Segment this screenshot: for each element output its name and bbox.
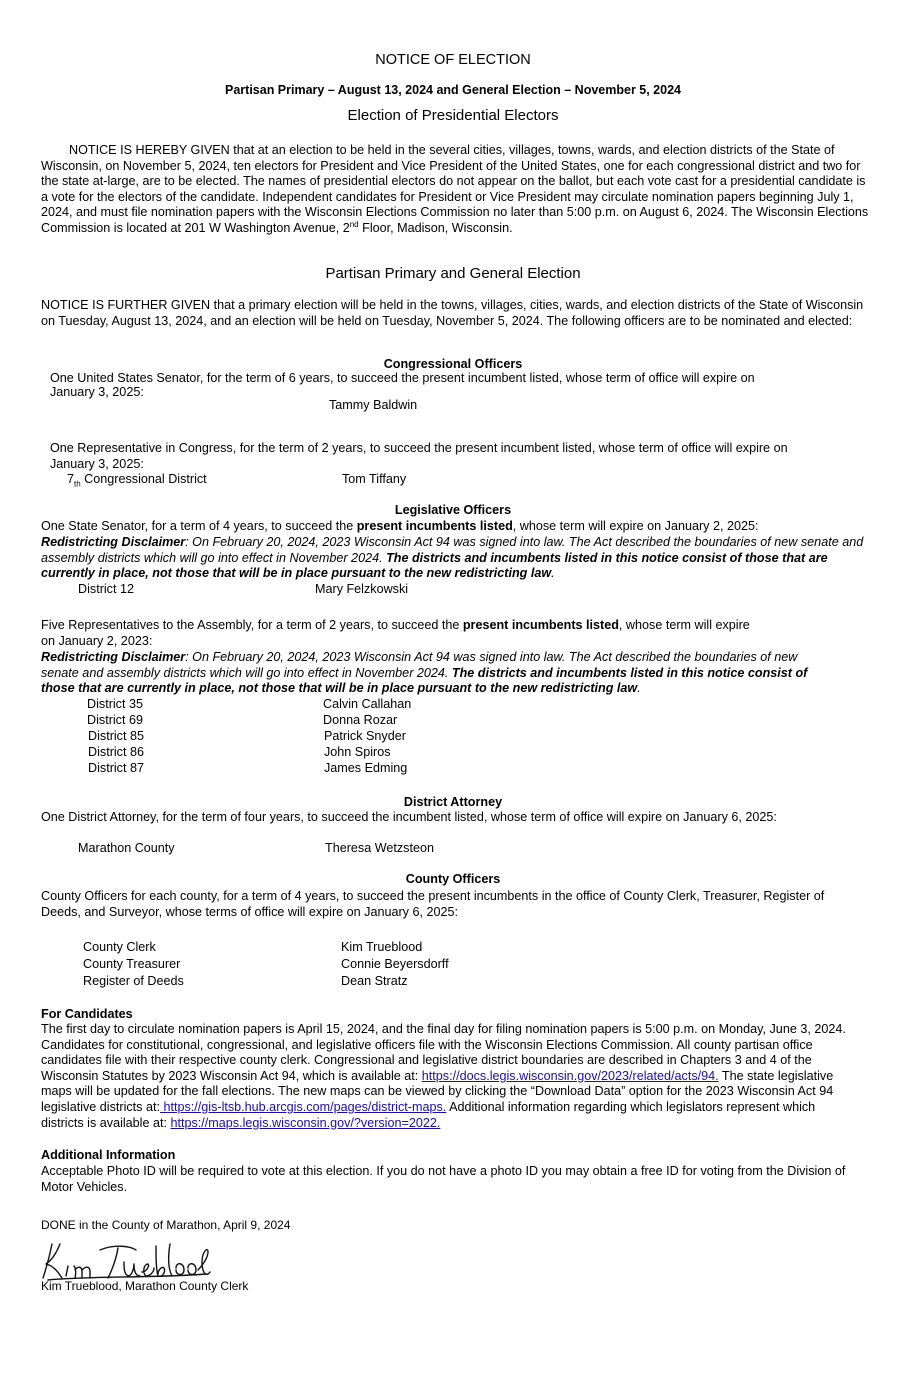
disclaimer-label: Redistricting Disclaimer — [41, 650, 186, 664]
redistricting-disclaimer-1 — [41, 535, 869, 582]
disclaimer-label: Redistricting Disclaimer — [41, 535, 186, 549]
congressional-heading: Congressional Officers — [383, 357, 523, 371]
da-name: Theresa Wetzsteon — [325, 841, 434, 855]
legis-maps-link[interactable]: https://maps.legis.wisconsin.gov/?version=2022. — [170, 1115, 441, 1130]
district-attorney-text: One District Attorney, for the term of four years, to succeed the incumbent listed, whose term of office will expire on January 6, 2025: — [41, 810, 777, 824]
disclaimer-bold: The districts and incumbents listed in this notice consist of those that are currently in place, not those that will be in place pursuant to the new redistricting law — [41, 665, 808, 696]
assembly-district: District 86 — [88, 745, 144, 759]
rep-name: Tom Tiffany — [342, 472, 407, 486]
rep-line2: January 3, 2025: — [50, 457, 144, 471]
disclaimer-bold: The districts and incumbents listed in this notice consist of those that are currently in place, not those that will be in place pursuant to the new redistricting law — [41, 550, 828, 581]
candidates-text-1: The first day to circulate nomination papers is April 15, 2024, and the final day for filing nomination papers is 5:00 p.m. on Monday, June 3, 2024. Candidates for constitutional, congressional, and legislative officers file with the Wisconsin Elections Commission. All county partisan office candidates file with their respective county clerk. Congressional and legislative district boundaries are described in Chapters 3 and 4 of the Wisconsin Statutes by 2023 Wisconsin Act 94, which is available at: — [41, 1022, 846, 1083]
senate-pre: One State Senator, for a term of 4 years, to succeed the — [41, 519, 357, 533]
county-officer-name: Dean Stratz — [341, 974, 408, 988]
candidates-text-2: The state legislative maps will be updated for the fall elections. The new maps can be viewed by clicking the “Download Data” option for the 2023 Wisconsin Act 94 legislative districts at: — [41, 1068, 834, 1114]
assembly-district: District 87 — [88, 761, 144, 775]
acts-link[interactable]: https://docs.legis.wisconsin.gov/2023/related/acts/94. — [421, 1068, 719, 1083]
senator-line2: January 3, 2025: — [50, 385, 144, 399]
assembly-pre: Five Representatives to the Assembly, for a term of 2 years, to succeed the — [41, 618, 463, 632]
district-label: Congressional District — [80, 472, 207, 486]
assembly-name: Donna Rozar — [323, 713, 398, 727]
notice-title: NOTICE OF ELECTION — [375, 52, 531, 68]
electors-text-end: Floor, Madison, Wisconsin. — [358, 220, 513, 235]
signer-line: Kim Trueblood, Marathon County Clerk — [41, 1279, 249, 1293]
district-attorney-heading: District Attorney — [403, 795, 503, 809]
additional-info-text: Acceptable Photo ID will be required to vote at this election. If you do not have a photo ID you may obtain a free ID for voting from the Division of Motor Vehicles. — [41, 1164, 846, 1194]
candidates-heading: For Candidates — [41, 1007, 133, 1021]
redistricting-disclaimer-2 — [41, 650, 831, 697]
district-maps-link[interactable]: https://gis-ltsb.hub.arcgis.com/pages/district-maps. — [159, 1099, 447, 1114]
additional-info-heading: Additional Information — [41, 1148, 176, 1162]
county-office: Register of Deeds — [83, 974, 184, 988]
rep-line1: One Representative in Congress, for the term of 2 years, to succeed the present incumbent listed, whose term of office will expire on — [50, 441, 788, 455]
district-number: 7 — [67, 472, 75, 486]
primary-paragraph: NOTICE IS FURTHER GIVEN that a primary election will be held in the towns, villages, cities, wards, and election districts of the State of Wisconsin on Tuesday, August 13, 2024, and an election will be held on Tuesday, November 5, 2024. The following officers are to be nominated and elected: — [41, 298, 864, 328]
assembly-name: James Edming — [324, 761, 408, 775]
assembly-name: Patrick Snyder — [324, 729, 406, 743]
county-office: County Treasurer — [83, 957, 181, 971]
assembly-district: District 69 — [87, 713, 143, 727]
notice-subtitle: Partisan Primary – August 13, 2024 and General Election – November 5, 2024 — [225, 83, 681, 97]
county-officers-heading: County Officers — [405, 872, 501, 886]
assembly-line2: on January 2, 2023: — [41, 634, 153, 648]
assembly-name: John Spiros — [324, 745, 391, 759]
electors-paragraph — [41, 143, 871, 237]
candidates-text — [41, 1022, 859, 1131]
senator-line1: One United States Senator, for the term of 6 years, to succeed the present incumbent listed, whose term of office will expire on — [50, 371, 755, 385]
senate-district: District 12 — [78, 582, 134, 596]
assembly-district: District 85 — [88, 729, 144, 743]
legislative-heading: Legislative Officers — [394, 503, 512, 517]
senate-name: Mary Felzkowski — [315, 582, 409, 596]
assembly-post: , whose term will expire — [618, 618, 750, 632]
candidates-text-3: Additional information regarding which legislators represent which districts is available at: — [41, 1099, 816, 1130]
done-line: DONE in the County of Marathon, April 9, 2024 — [41, 1218, 291, 1232]
da-county: Marathon County — [78, 841, 175, 855]
signature-image — [38, 1238, 218, 1284]
disclaimer-text: : On February 20, 2024, 2023 Wisconsin Act 94 was signed into law. The Act described the boundaries of new senate and assembly districts which will go into effect in November 2024. — [41, 650, 798, 680]
county-officers-text: County Officers for each county, for a term of 4 years, to succeed the present incumbents in the office of County Clerk, Treasurer, Register of Deeds, and Surveyor, whose terms of office will expire on January 6, 2025: — [41, 889, 825, 919]
congressional-district — [67, 472, 207, 488]
superscript: nd — [349, 219, 359, 229]
section-heading-primary: Partisan Primary and General Election — [325, 265, 581, 282]
subscript: th — [74, 479, 81, 489]
senate-post: , whose term will expire on January 2, 2025: — [512, 519, 759, 533]
electors-text: NOTICE IS HEREBY GIVEN that at an election to be held in the several cities, villages, towns, wards, and election districts of the State of Wisconsin, on November 5, 2024, ten electors for President and Vice President of the United States, one for each congressional district and two for the state at-large, are to be elected. The names of presidential electors do not appear on the ballot, but each vote cast for a presidential candidate is a vote for the electors of the candidate. Independent candidates for President or Vice President may circulate nomination papers beginning July 1, 2024, and must file nomination papers with the Wisconsin Elections Commission no later than 5:00 p.m. on August 6, 2024. The Wisconsin Elections Commission is located at 201 W Washington Avenue, 2 — [41, 143, 869, 235]
senate-bold: present incumbents listed — [356, 519, 513, 533]
assembly-bold: present incumbents listed — [462, 618, 619, 632]
disclaimer-text: : On February 20, 2024, 2023 Wisconsin Act 94 was signed into law. The Act described the boundaries of new senate and assembly districts which will go into effect in November 2024. — [41, 535, 864, 565]
county-officer-name: Kim Trueblood — [341, 940, 423, 954]
disclaimer-end: . — [637, 681, 641, 696]
assembly-line — [41, 618, 750, 634]
senator-name: Tammy Baldwin — [329, 398, 418, 412]
senate-line — [41, 519, 758, 535]
assembly-district: District 35 — [87, 697, 143, 711]
county-officer-name: Connie Beyersdorff — [341, 957, 449, 971]
section-heading-electors: Election of Presidential Electors — [347, 107, 559, 124]
disclaimer-end: . — [551, 566, 555, 581]
county-office: County Clerk — [83, 940, 156, 954]
assembly-name: Calvin Callahan — [323, 697, 412, 711]
